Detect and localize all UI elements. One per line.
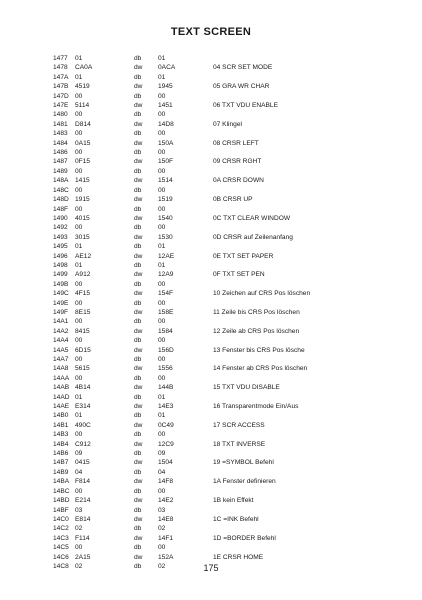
- page-number: 175: [203, 563, 219, 573]
- value-cell: 152A: [158, 553, 174, 561]
- address-cell: 147D: [53, 92, 69, 100]
- directive-cell: db: [134, 186, 142, 194]
- hex-bytes-cell: 00: [75, 130, 83, 138]
- comment-cell: 04 SCR SET MODE: [213, 64, 273, 72]
- hex-bytes-cell: 5114: [75, 102, 90, 110]
- directive-cell: db: [134, 111, 142, 119]
- comment-cell: 07 Klingel: [213, 120, 242, 128]
- address-cell: 1478: [53, 64, 68, 72]
- directive-cell: dw: [134, 177, 143, 185]
- address-cell: 1490: [53, 214, 68, 222]
- value-cell: 00: [158, 280, 166, 288]
- hex-bytes-cell: C912: [75, 440, 91, 448]
- value-cell: 00: [158, 130, 166, 138]
- directive-cell: dw: [134, 384, 143, 392]
- hex-bytes-cell: 00: [75, 149, 83, 157]
- hex-bytes-cell: 8415: [75, 327, 90, 335]
- hex-bytes-cell: 00: [75, 280, 83, 288]
- value-cell: 01: [158, 243, 166, 251]
- directive-cell: dw: [134, 308, 143, 316]
- directive-cell: db: [134, 243, 142, 251]
- address-cell: 14A8: [53, 365, 69, 373]
- directive-cell: db: [134, 130, 142, 138]
- address-cell: 14C2: [53, 525, 69, 533]
- hex-bytes-cell: 1915: [75, 196, 90, 204]
- address-cell: 14B0: [53, 412, 69, 420]
- directive-cell: dw: [134, 534, 143, 542]
- address-cell: 1477: [53, 55, 68, 62]
- directive-cell: db: [134, 468, 142, 476]
- comment-cell: 18 TXT INVERSE: [213, 440, 266, 448]
- address-cell: 14AB: [53, 384, 70, 392]
- hex-bytes-cell: A912: [75, 271, 91, 279]
- comment-cell: 09 CRSR RGHT: [213, 158, 262, 166]
- address-cell: 148D: [53, 196, 69, 204]
- page-title: TEXT SCREEN: [170, 26, 252, 38]
- directive-cell: db: [134, 55, 142, 62]
- address-cell: 149F: [53, 308, 69, 316]
- address-cell: 14BC: [53, 487, 70, 495]
- hex-bytes-cell: 01: [75, 393, 83, 401]
- address-cell: 1496: [53, 252, 68, 260]
- value-cell: 03: [158, 506, 166, 514]
- directive-cell: db: [134, 280, 142, 288]
- address-cell: 14A4: [53, 337, 69, 345]
- address-cell: 14C3: [53, 534, 69, 542]
- directive-cell: db: [134, 73, 142, 81]
- address-cell: 14C5: [53, 544, 69, 552]
- value-cell: 14E3: [158, 403, 174, 411]
- hex-bytes-cell: 03: [75, 506, 83, 514]
- directive-cell: dw: [134, 421, 143, 429]
- value-cell: 01: [158, 261, 166, 269]
- directive-cell: dw: [134, 214, 143, 222]
- value-cell: 156D: [158, 346, 174, 354]
- directive-cell: dw: [134, 553, 143, 561]
- hex-bytes-cell: 01: [75, 243, 83, 251]
- hex-bytes-cell: 1415: [75, 177, 90, 185]
- address-cell: 14BF: [53, 506, 69, 514]
- hex-bytes-cell: 04: [75, 468, 83, 476]
- address-cell: 14AE: [53, 403, 70, 411]
- value-cell: 00: [158, 299, 166, 307]
- directive-cell: dw: [134, 346, 143, 354]
- comment-cell: 11 Zeile bis CRS Pos löschen: [213, 308, 300, 316]
- directive-cell: db: [134, 412, 142, 420]
- address-cell: 14B7: [53, 459, 69, 467]
- directive-cell: dw: [134, 440, 143, 448]
- value-cell: 144B: [158, 384, 174, 392]
- address-cell: 147A: [53, 73, 69, 81]
- value-cell: 02: [158, 562, 166, 570]
- hex-bytes-cell: 3015: [75, 233, 90, 241]
- directive-cell: dw: [134, 290, 143, 298]
- comment-cell: 1C =INK Befehl: [213, 515, 259, 523]
- hex-bytes-cell: 00: [75, 205, 83, 213]
- address-cell: 1487: [53, 158, 68, 166]
- value-cell: 0C49: [158, 421, 174, 429]
- value-cell: 12C9: [158, 440, 174, 448]
- directive-cell: db: [134, 318, 142, 326]
- address-cell: 1495: [53, 243, 68, 251]
- hex-bytes-cell: 00: [75, 356, 83, 363]
- hex-bytes-cell: 00: [75, 431, 83, 439]
- directive-cell: db: [134, 205, 142, 213]
- value-cell: 14E2: [158, 497, 174, 505]
- comment-cell: 08 CRSR LEFT: [213, 139, 259, 147]
- hex-bytes-cell: F814: [75, 478, 91, 486]
- directive-cell: db: [134, 374, 142, 382]
- directive-cell: db: [134, 261, 142, 269]
- comment-cell: 13 Fenster bis CRS Pos lösche: [213, 346, 305, 354]
- hex-bytes-cell: CA0A: [75, 64, 93, 72]
- comment-cell: 16 Transparentmode Ein/Aus: [213, 403, 299, 411]
- comment-cell: 12 Zeile ab CRS Pos löschen: [213, 327, 300, 335]
- address-cell: 1489: [53, 167, 68, 175]
- address-cell: 14B4: [53, 440, 69, 448]
- hex-bytes-cell: E214: [75, 497, 91, 505]
- comment-cell: 1A Fenster definieren: [213, 478, 276, 486]
- comment-cell: 15 TXT VDU DISABLE: [213, 384, 280, 392]
- hex-bytes-cell: F114: [75, 534, 90, 542]
- directive-cell: dw: [134, 403, 143, 411]
- address-cell: 148A: [53, 177, 69, 185]
- address-cell: 14A5: [53, 346, 69, 354]
- hex-bytes-cell: 00: [75, 544, 83, 552]
- directive-cell: db: [134, 544, 142, 552]
- address-cell: 1486: [53, 149, 68, 157]
- comment-cell: 0A CRSR DOWN: [213, 177, 264, 185]
- value-cell: 00: [158, 224, 166, 232]
- value-cell: 00: [158, 337, 166, 345]
- address-cell: 14C8: [53, 562, 69, 570]
- address-cell: 147B: [53, 83, 69, 91]
- address-cell: 1483: [53, 130, 68, 138]
- directive-cell: db: [134, 356, 142, 363]
- value-cell: 00: [158, 92, 166, 100]
- hex-bytes-cell: 2A15: [75, 553, 91, 561]
- address-cell: 149C: [53, 290, 69, 298]
- directive-cell: dw: [134, 271, 143, 279]
- comment-cell: 0C TXT CLEAR WINDOW: [213, 214, 291, 222]
- address-cell: 148C: [53, 186, 69, 194]
- value-cell: 00: [158, 167, 166, 175]
- comment-cell: 17 SCR ACCESS: [213, 421, 265, 429]
- hex-bytes-cell: 4B14: [75, 384, 91, 392]
- value-cell: 1514: [158, 177, 173, 185]
- hex-bytes-cell: 0415: [75, 459, 90, 467]
- directive-cell: db: [134, 525, 142, 533]
- directive-cell: dw: [134, 158, 143, 166]
- hex-bytes-cell: 490C: [75, 421, 91, 429]
- directive-cell: dw: [134, 83, 143, 91]
- value-cell: 00: [158, 186, 166, 194]
- directive-cell: db: [134, 299, 142, 307]
- directive-cell: db: [134, 450, 142, 458]
- directive-cell: dw: [134, 233, 143, 241]
- directive-cell: db: [134, 487, 142, 495]
- value-cell: 01: [158, 393, 166, 401]
- comment-cell: 0F TXT SET PEN: [213, 271, 265, 279]
- directive-cell: db: [134, 337, 142, 345]
- hex-bytes-cell: 8E15: [75, 308, 91, 316]
- hex-bytes-cell: 4F15: [75, 290, 91, 298]
- value-cell: 1519: [158, 196, 173, 204]
- address-cell: 14B9: [53, 468, 69, 476]
- address-cell: 14C0: [53, 515, 69, 523]
- hex-bytes-cell: 0F15: [75, 158, 91, 166]
- hex-bytes-cell: D814: [75, 120, 91, 128]
- comment-cell: 19 =SYMBOL Befehl: [213, 459, 274, 467]
- hex-bytes-cell: 00: [75, 299, 83, 307]
- hex-bytes-cell: 5615: [75, 365, 90, 373]
- address-cell: 14AD: [53, 393, 70, 401]
- value-cell: 00: [158, 149, 166, 157]
- address-cell: 149B: [53, 280, 69, 288]
- address-cell: 147E: [53, 102, 69, 110]
- value-cell: 00: [158, 356, 166, 363]
- value-cell: 158E: [158, 308, 174, 316]
- value-cell: 00: [158, 431, 166, 439]
- address-cell: 149E: [53, 299, 69, 307]
- address-cell: 14C6: [53, 553, 69, 561]
- address-cell: 14BA: [53, 478, 70, 486]
- comment-cell: 0B CRSR UP: [213, 196, 253, 204]
- directive-cell: db: [134, 167, 142, 175]
- hex-bytes-cell: 01: [75, 73, 83, 81]
- address-cell: 1498: [53, 261, 68, 269]
- directive-cell: dw: [134, 459, 143, 467]
- directive-cell: dw: [134, 327, 143, 335]
- hex-bytes-cell: AE12: [75, 252, 92, 260]
- hex-bytes-cell: 00: [75, 224, 83, 232]
- comment-cell: 10 Zeichen auf CRS Pos löschen: [213, 290, 311, 298]
- directive-cell: dw: [134, 478, 143, 486]
- directive-cell: dw: [134, 515, 143, 523]
- hex-bytes-cell: 00: [75, 337, 83, 345]
- hex-bytes-cell: 00: [75, 92, 83, 100]
- value-cell: 14E8: [158, 515, 174, 523]
- hex-bytes-cell: 00: [75, 111, 83, 119]
- address-cell: 14AA: [53, 374, 70, 382]
- value-cell: 01: [158, 412, 166, 420]
- directive-cell: dw: [134, 497, 143, 505]
- value-cell: 14F1: [158, 534, 174, 542]
- directive-cell: dw: [134, 64, 143, 72]
- value-cell: 1945: [158, 83, 173, 91]
- directive-cell: db: [134, 562, 142, 570]
- value-cell: 12AE: [158, 252, 175, 260]
- value-cell: 02: [158, 525, 166, 533]
- value-cell: 04: [158, 468, 166, 476]
- address-cell: 14BD: [53, 497, 70, 505]
- directive-cell: dw: [134, 120, 143, 128]
- value-cell: 1556: [158, 365, 173, 373]
- directive-cell: db: [134, 92, 142, 100]
- comment-cell: 0D CRSR auf Zeilenanfang: [213, 233, 293, 241]
- directive-cell: db: [134, 224, 142, 232]
- address-cell: 14A7: [53, 356, 69, 363]
- directive-cell: db: [134, 149, 142, 157]
- value-cell: 14D8: [158, 120, 174, 128]
- directive-cell: dw: [134, 102, 143, 110]
- value-cell: 150F: [158, 158, 174, 166]
- hex-bytes-cell: 4015: [75, 214, 90, 222]
- address-cell: 14B1: [53, 421, 69, 429]
- comment-cell: 0E TXT SET PAPER: [213, 252, 274, 260]
- address-cell: 1481: [53, 120, 68, 128]
- address-cell: 1493: [53, 233, 68, 241]
- hex-bytes-cell: 6D15: [75, 346, 91, 354]
- directive-cell: dw: [134, 365, 143, 373]
- hex-bytes-cell: 4519: [75, 83, 90, 91]
- value-cell: 01: [158, 73, 166, 81]
- hex-bytes-cell: 0A15: [75, 139, 91, 147]
- address-cell: 14A2: [53, 327, 69, 335]
- value-cell: 09: [158, 450, 166, 458]
- hex-bytes-cell: 01: [75, 261, 83, 269]
- value-cell: 00: [158, 487, 166, 495]
- hex-bytes-cell: 00: [75, 318, 83, 326]
- hex-bytes-cell: 00: [75, 186, 83, 194]
- value-cell: 1451: [158, 102, 173, 110]
- directive-cell: db: [134, 506, 142, 514]
- address-cell: 1492: [53, 224, 68, 232]
- hex-bytes-cell: 01: [75, 55, 83, 62]
- address-cell: 14A1: [53, 318, 69, 326]
- address-cell: 1484: [53, 139, 68, 147]
- directive-cell: dw: [134, 139, 143, 147]
- hex-bytes-cell: E814: [75, 515, 91, 523]
- address-cell: 1480: [53, 111, 68, 119]
- comment-cell: 1E CRSR HOME: [213, 553, 264, 561]
- address-cell: 1499: [53, 271, 68, 279]
- value-cell: 0ACA: [158, 64, 176, 72]
- value-cell: 1540: [158, 214, 173, 222]
- value-cell: 1530: [158, 233, 173, 241]
- value-cell: 12A9: [158, 271, 174, 279]
- comment-cell: 05 GRA WR CHAR: [213, 83, 270, 91]
- value-cell: 00: [158, 374, 166, 382]
- hex-bytes-cell: 09: [75, 450, 83, 458]
- hex-bytes-cell: 00: [75, 374, 83, 382]
- value-cell: 150A: [158, 139, 174, 147]
- value-cell: 14F8: [158, 478, 174, 486]
- directive-cell: db: [134, 431, 142, 439]
- hex-bytes-cell: E314: [75, 403, 91, 411]
- address-cell: 14B6: [53, 450, 69, 458]
- directive-cell: db: [134, 393, 142, 401]
- address-cell: 148F: [53, 205, 69, 213]
- comment-cell: 1D =BORDER Befehl: [213, 534, 276, 542]
- hex-bytes-cell: 01: [75, 412, 83, 420]
- value-cell: 01: [158, 55, 166, 62]
- value-cell: 1584: [158, 327, 173, 335]
- directive-cell: dw: [134, 196, 143, 204]
- hex-bytes-cell: 00: [75, 487, 83, 495]
- comment-cell: 14 Fenster ab CRS Pos löschen: [213, 365, 308, 373]
- value-cell: 00: [158, 111, 166, 119]
- value-cell: 1504: [158, 459, 173, 467]
- value-cell: 00: [158, 544, 166, 552]
- address-cell: 14B3: [53, 431, 69, 439]
- comment-cell: 06 TXT VDU ENABLE: [213, 102, 278, 110]
- hex-bytes-cell: 02: [75, 525, 83, 533]
- directive-cell: dw: [134, 252, 143, 260]
- comment-cell: 1B kein Effekt: [213, 497, 254, 505]
- hex-bytes-cell: 00: [75, 167, 83, 175]
- value-cell: 00: [158, 318, 166, 326]
- value-cell: 154F: [158, 290, 174, 298]
- hex-bytes-cell: 02: [75, 562, 83, 570]
- value-cell: 00: [158, 205, 166, 213]
